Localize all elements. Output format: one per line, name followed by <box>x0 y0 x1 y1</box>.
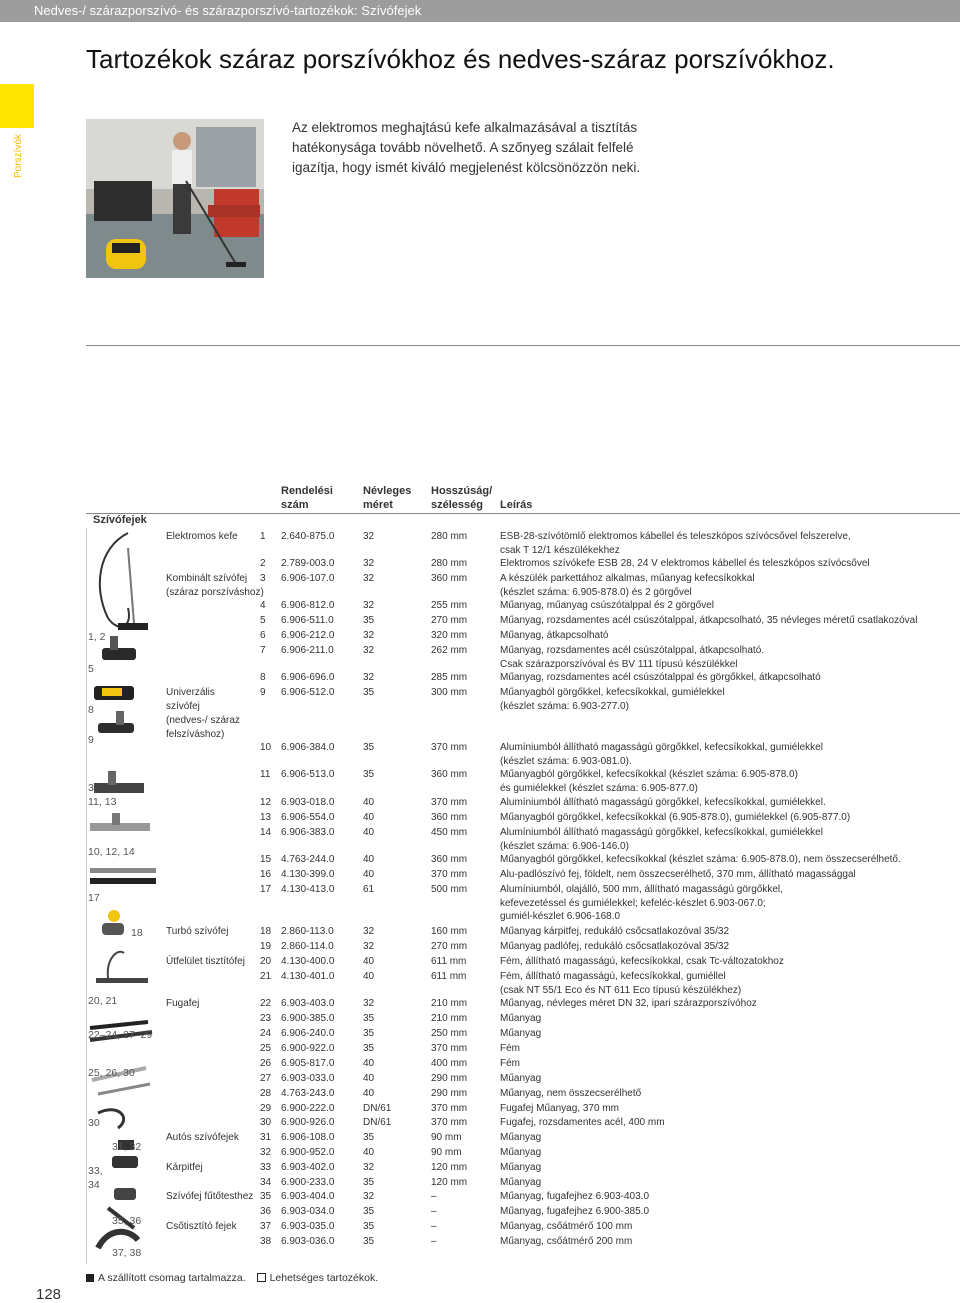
description: gumiél-készlet 6.906-168.0 <box>500 911 621 922</box>
nominal-size: 40 <box>363 827 375 838</box>
description: Műanyag, csőátmérő 200 mm <box>500 1236 633 1247</box>
image-label: 8 <box>88 704 94 716</box>
group-label: Csőtisztító fejek <box>166 1221 237 1232</box>
nominal-size: 32 <box>363 573 375 584</box>
length: 370 mm <box>431 742 468 753</box>
row-number: 21 <box>260 971 272 982</box>
group-label: Kárpitfej <box>166 1162 203 1173</box>
length: 370 mm <box>431 869 468 880</box>
nominal-size: 35 <box>363 1236 375 1247</box>
row-number: 28 <box>260 1088 272 1099</box>
length: 450 mm <box>431 827 468 838</box>
length: 360 mm <box>431 769 468 780</box>
description: csak T 12/1 készülékekhez <box>500 544 620 556</box>
row-number: 36 <box>260 1206 272 1217</box>
nominal-size: 35 <box>363 615 375 626</box>
length: 90 mm <box>431 1147 462 1158</box>
row-number: 29 <box>260 1103 272 1114</box>
length: 285 mm <box>431 672 468 683</box>
description: Műanyag kárpitfej, redukáló csőcsatlakozóval 35/32 <box>500 926 730 937</box>
description: Fém, állítható magasságú, kefecsíkokkal, csak Tc-változatokhoz <box>500 956 784 967</box>
length: 611 mm <box>431 971 467 982</box>
legend-included: A szállított csomag tartalmazza. <box>98 1272 246 1284</box>
group-label: (nedves-/ száraz <box>166 715 240 726</box>
group-label: Kombinált szívófej <box>166 573 248 584</box>
description: Műanyag, műanyag csúszótalppal és 2 görgővel <box>500 600 715 611</box>
length: – <box>431 1191 437 1202</box>
description: Műanyag, rozsdamentes acél csúszótalppal és görgőkkel, átkapcsolható <box>500 672 821 683</box>
nozzle-3-image <box>94 771 144 793</box>
nozzle-17-image <box>90 868 156 884</box>
description: Alumíniumból, olajálló, 500 mm, állítható magasságú görgőkkel, <box>500 884 783 895</box>
length: 210 mm <box>431 1013 468 1024</box>
image-label: 22–24, 27–29 <box>88 1029 153 1041</box>
description: Elektromos szívókefe ESB 28, 24 V elektromos kábellel és teleszkópos szívócsővel <box>500 558 870 569</box>
nominal-size: 35 <box>363 1132 375 1143</box>
order-number: 6.900-222.0 <box>281 1103 335 1114</box>
length: 270 mm <box>431 615 468 626</box>
group-label: Elektromos kefe <box>166 531 238 542</box>
row-number: 24 <box>260 1028 272 1039</box>
group-label: Útfelület tisztítófej <box>166 956 245 967</box>
length: – <box>431 1221 437 1232</box>
nozzle-5-image <box>102 636 136 660</box>
row-number: 38 <box>260 1236 272 1247</box>
image-label: 11, 13 <box>88 796 117 808</box>
row-number: 2 <box>260 558 266 569</box>
row-number: 33 <box>260 1162 272 1173</box>
length: 120 mm <box>431 1162 468 1173</box>
nominal-size: 32 <box>363 531 375 542</box>
nominal-size: 32 <box>363 558 375 569</box>
row-number: 27 <box>260 1073 272 1084</box>
row-number: 17 <box>260 884 272 895</box>
order-number: 2.860-113.0 <box>281 926 334 937</box>
image-label: 17 <box>88 892 100 904</box>
length: 370 mm <box>431 1043 468 1054</box>
description: (készlet száma: 6.905-878.0) és 2 görgővel <box>500 586 692 598</box>
length: 280 mm <box>431 531 468 542</box>
row-number: 30 <box>260 1117 272 1128</box>
order-number: 6.903-402.0 <box>281 1162 335 1173</box>
accent-tab <box>0 84 34 128</box>
nominal-size: 32 <box>363 998 375 1009</box>
row-number: 13 <box>260 812 272 823</box>
description: ESB-28-szívótömlő elektromos kábellel és teleszkópos szívócsővel felszerelve, <box>500 531 851 542</box>
order-number: 6.900-385.0 <box>281 1013 335 1024</box>
nominal-size: 35 <box>363 769 375 780</box>
col-header-size: Névleges méret <box>363 485 412 511</box>
nominal-size: DN/61 <box>363 1117 392 1128</box>
row-number: 3 <box>260 573 266 584</box>
description: Műanyag <box>500 1132 542 1143</box>
description: Műanyag, fugafejhez 6.903-403.0 <box>500 1191 649 1202</box>
intro-line: Az elektromos meghajtású kefe alkalmazásával a tisztítás <box>292 120 638 135</box>
section-title: Szívófejek <box>93 514 147 526</box>
row-number: 4 <box>260 600 266 611</box>
nominal-size: 35 <box>363 1028 375 1039</box>
row-number: 32 <box>260 1147 272 1158</box>
description: Műanyagból görgőkkel, kefecsíkokkal, gumiélekkel <box>500 687 725 698</box>
empty-square-icon <box>257 1273 266 1282</box>
length: 360 mm <box>431 854 468 865</box>
order-number: 6.900-233.0 <box>281 1177 335 1188</box>
nozzle-10-image <box>90 813 150 831</box>
description: Műanyagból görgőkkel, kefecsíkokkal (készlet száma: 6.905-878.0), nem összecserélhető. <box>500 854 901 865</box>
row-number: 34 <box>260 1177 272 1188</box>
col-header-length: Hosszúság/ szélesség <box>431 485 493 511</box>
order-number: 6.906-108.0 <box>281 1132 335 1143</box>
order-number: 6.900-926.0 <box>281 1117 335 1128</box>
group-label: felszíváshoz) <box>166 729 225 740</box>
nominal-size: 32 <box>363 941 375 952</box>
nominal-size: 32 <box>363 1162 375 1173</box>
order-number: 6.906-212.0 <box>281 630 335 641</box>
intro-text <box>292 118 712 178</box>
header-divider <box>86 513 960 514</box>
divider <box>86 345 960 346</box>
product-photo <box>86 119 264 278</box>
description: Fugafej Műanyag, 370 mm <box>500 1103 619 1114</box>
description: (készlet száma: 6.903-081.0). <box>500 755 632 767</box>
image-label: 35, 36 <box>112 1215 142 1227</box>
order-number: 4.130-399.0 <box>281 869 335 880</box>
nominal-size: 35 <box>363 687 375 698</box>
row-number: 16 <box>260 869 272 880</box>
length: 250 mm <box>431 1028 468 1039</box>
group-label: Turbó szívófej <box>166 926 229 937</box>
row-number: 15 <box>260 854 272 865</box>
turbo-nozzle-image <box>102 910 124 935</box>
order-number: 6.906-696.0 <box>281 672 335 683</box>
length: 370 mm <box>431 1117 468 1128</box>
nominal-size: 40 <box>363 971 375 982</box>
street-nozzle-image <box>96 952 148 983</box>
row-number: 11 <box>260 769 271 780</box>
description: Műanyag, fugafejhez 6.900-385.0 <box>500 1206 649 1217</box>
length: 90 mm <box>431 1132 462 1143</box>
breadcrumb: Nedves-/ szárazporszívó- és szárazporszívó-tartozékok: Szívófejek <box>34 3 422 18</box>
nominal-size: 61 <box>363 884 375 895</box>
image-label: 20, 21 <box>88 995 118 1007</box>
length: 611 mm <box>431 956 467 967</box>
order-number: 6.903-036.0 <box>281 1236 335 1247</box>
row-number: 35 <box>260 1191 272 1202</box>
order-number: 6.906-812.0 <box>281 600 335 611</box>
nominal-size: 32 <box>363 645 375 656</box>
row-number: 14 <box>260 827 272 838</box>
order-number: 2.640-875.0 <box>281 531 335 542</box>
top-bar <box>0 0 960 22</box>
upholstery-nozzle-image <box>112 1156 138 1200</box>
nozzle-9-image <box>98 711 134 733</box>
nominal-size: 40 <box>363 1058 375 1069</box>
electric-brush-image <box>100 533 148 630</box>
order-number: 6.906-384.0 <box>281 742 335 753</box>
order-number: 6.906-211.0 <box>281 645 334 656</box>
intro-line: igazítja, hogy ismét kiváló megjelenést kölcsönözzön neki. <box>292 160 641 175</box>
row-number: 18 <box>260 926 272 937</box>
row-number: 12 <box>260 797 272 808</box>
length: – <box>431 1236 437 1247</box>
length: 262 mm <box>431 645 468 656</box>
description: Fém, állítható magasságú, kefecsíkokkal, gumiéllel <box>500 971 726 982</box>
order-number: 4.130-400.0 <box>281 956 335 967</box>
nominal-size: 40 <box>363 812 375 823</box>
length: 120 mm <box>431 1177 468 1188</box>
length: 270 mm <box>431 941 468 952</box>
description: Műanyag, névleges méret DN 32, ipari szárazporszívóhoz <box>500 998 757 1009</box>
order-number: 6.903-033.0 <box>281 1073 335 1084</box>
description: Műanyag, nem összecserélhető <box>500 1088 642 1099</box>
order-number: 6.903-018.0 <box>281 797 335 808</box>
order-number: 6.906-554.0 <box>281 812 335 823</box>
length: 280 mm <box>431 558 468 569</box>
column-rule <box>86 528 87 1264</box>
order-number: 4.763-243.0 <box>281 1088 335 1099</box>
nominal-size: 32 <box>363 926 375 937</box>
page-title: Tartozékok száraz porszívókhoz és nedves-száraz porszívókhoz. <box>86 44 835 74</box>
description: Műanyagból görgőkkel, kefecsíkokkal (6.905-878.0), gumiélekkel (6.905-877.0) <box>500 812 851 823</box>
description: Alumíniumból állítható magasságú görgőkkel, kefecsíkokkal, gumiélekkel. <box>500 797 826 808</box>
image-label: 33, <box>88 1165 103 1177</box>
row-number: 25 <box>260 1043 272 1054</box>
filled-square-icon <box>86 1274 94 1282</box>
nominal-size: 40 <box>363 869 375 880</box>
description: Alumíniumból állítható magasságú görgőkkel, kefecsíkokkal, gumiélekkel <box>500 742 823 753</box>
length: 290 mm <box>431 1088 468 1099</box>
length: 210 mm <box>431 998 468 1009</box>
order-number: 6.900-922.0 <box>281 1043 335 1054</box>
order-number: 6.906-240.0 <box>281 1028 335 1039</box>
row-number: 10 <box>260 742 272 753</box>
length: 370 mm <box>431 1103 468 1114</box>
description: Csak szárazporszívóval és BV 111 típusú készülékkel <box>500 658 738 670</box>
row-number: 26 <box>260 1058 272 1069</box>
row-number: 9 <box>260 687 266 698</box>
row-number: 5 <box>260 615 266 626</box>
order-number: 6.905-817.0 <box>281 1058 335 1069</box>
image-label: 1, 2 <box>88 631 106 643</box>
nozzle-8-image <box>94 686 134 700</box>
row-number: 8 <box>260 672 266 683</box>
nominal-size: 40 <box>363 1147 375 1158</box>
description: Műanyag <box>500 1177 542 1188</box>
order-number: 6.906-512.0 <box>281 687 335 698</box>
pipe-nozzle-image <box>98 1232 138 1248</box>
row-number: 23 <box>260 1013 272 1024</box>
order-number: 4.130-413.0 <box>281 884 335 895</box>
description: Műanyag padlófej, redukáló csőcsatlakozóval 35/32 <box>500 941 730 952</box>
description: Műanyagból görgőkkel, kefecsíkokkal (készlet száma: 6.905-878.0) <box>500 769 798 780</box>
length: 255 mm <box>431 600 468 611</box>
description: kefevezetéssel és gumiélekkel; kefeléc-készlet 6.903-067.0; <box>500 897 766 909</box>
row-number: 6 <box>260 630 266 641</box>
footer-legend <box>86 1272 378 1284</box>
nominal-size: DN/61 <box>363 1103 392 1114</box>
image-label: 25, 26, 30 <box>88 1067 135 1079</box>
length: – <box>431 1206 437 1217</box>
order-number: 6.903-035.0 <box>281 1221 335 1232</box>
description: A készülék parkettához alkalmas, műanyag kefecsíkokkal <box>500 573 755 584</box>
image-label: 37, 38 <box>112 1247 142 1259</box>
group-label: (száraz porszíváshoz) <box>166 587 264 598</box>
order-number: 6.906-511.0 <box>281 615 334 626</box>
nominal-size: 35 <box>363 1043 375 1054</box>
description: és gumiélekkel (készlet száma: 6.905-877.0) <box>500 782 698 794</box>
order-number: 4.130-401.0 <box>281 971 335 982</box>
nominal-size: 40 <box>363 1088 375 1099</box>
description: Műanyag, csőátmérő 100 mm <box>500 1221 633 1232</box>
nominal-size: 40 <box>363 1073 375 1084</box>
group-label: Autós szívófejek <box>166 1132 239 1143</box>
nominal-size: 40 <box>363 797 375 808</box>
description: Alumíniumból állítható magasságú görgőkkel, kefecsíkokkal, gumiélekkel <box>500 827 823 838</box>
nominal-size: 35 <box>363 1206 375 1217</box>
image-label: 34 <box>88 1179 100 1191</box>
description: (készlet száma: 6.906-146.0) <box>500 840 629 852</box>
row-number: 7 <box>260 645 266 656</box>
order-number: 6.906-107.0 <box>281 573 335 584</box>
description: Műanyag <box>500 1162 542 1173</box>
length: 500 mm <box>431 884 468 895</box>
description: Műanyag, átkapcsolható <box>500 630 609 641</box>
col-header-desc: Leírás <box>500 499 533 511</box>
nominal-size: 35 <box>363 1177 375 1188</box>
description: Műanyag <box>500 1073 542 1084</box>
image-label: 9 <box>88 734 94 746</box>
description: Alu-padlószívó fej, földelt, nem összecserélhető, 370 mm, állítható magassággal <box>500 869 856 880</box>
nominal-size: 40 <box>363 956 375 967</box>
order-number: 6.900-952.0 <box>281 1147 335 1158</box>
side-label: Porszívók <box>13 134 24 178</box>
row-number: 20 <box>260 956 272 967</box>
description: Fugafej, rozsdamentes acél, 400 mm <box>500 1117 665 1128</box>
order-number: 6.903-403.0 <box>281 998 335 1009</box>
description: Műanyag, rozsdamentes acél csúszótalppal, átkapcsolható, 35 névleges méretű csatlakozóval <box>500 615 918 626</box>
order-number: 6.906-513.0 <box>281 769 335 780</box>
legend-optional: Lehetséges tartozékok. <box>269 1272 379 1284</box>
image-label: 31, 32 <box>112 1141 142 1153</box>
length: 360 mm <box>431 812 468 823</box>
group-label: Szívófej fűtőtesthez <box>166 1191 254 1202</box>
length: 300 mm <box>431 687 468 698</box>
row-number: 1 <box>260 531 266 542</box>
nominal-size: 35 <box>363 1221 375 1232</box>
row-number: 37 <box>260 1221 272 1232</box>
length: 320 mm <box>431 630 468 641</box>
row-number: 31 <box>260 1132 272 1143</box>
nominal-size: 32 <box>363 630 375 641</box>
nominal-size: 32 <box>363 600 375 611</box>
nominal-size: 32 <box>363 672 375 683</box>
length: 400 mm <box>431 1058 468 1069</box>
order-number: 2.789-003.0 <box>281 558 335 569</box>
nominal-size: 35 <box>363 1013 375 1024</box>
row-number: 19 <box>260 941 272 952</box>
length: 360 mm <box>431 573 468 584</box>
order-number: 6.906-383.0 <box>281 827 335 838</box>
group-label: Univerzális <box>166 687 215 698</box>
length: 290 mm <box>431 1073 468 1084</box>
description: Műanyag <box>500 1147 542 1158</box>
row-number: 22 <box>260 998 272 1009</box>
description: Fém <box>500 1043 520 1054</box>
intro-line: hatékonysága tovább növelhető. A szőnyeg szálait felfelé <box>292 140 634 155</box>
image-label: 30 <box>88 1117 100 1129</box>
image-label: 3, <box>88 782 97 794</box>
nominal-size: 35 <box>363 742 375 753</box>
group-label: Fugafej <box>166 998 200 1009</box>
image-label: 5 <box>88 663 94 675</box>
order-number: 4.763-244.0 <box>281 854 335 865</box>
image-label: 10, 12, 14 <box>88 846 135 858</box>
order-number: 6.903-034.0 <box>281 1206 335 1217</box>
length: 370 mm <box>431 797 468 808</box>
nominal-size: 40 <box>363 854 375 865</box>
nominal-size: 32 <box>363 1191 375 1202</box>
length: 160 mm <box>431 926 468 937</box>
description: Műanyag <box>500 1013 542 1024</box>
description: (készlet száma: 6.903-277.0) <box>500 700 629 712</box>
order-number: 2.860-114.0 <box>281 941 334 952</box>
image-label: 18 <box>131 927 143 939</box>
description: Műanyag, rozsdamentes acél csúszótalppal, átkapcsolható. <box>500 645 765 656</box>
description: (csak NT 55/1 Eco és NT 611 Eco típusú készülékhez) <box>500 984 742 996</box>
page-number: 128 <box>36 1286 62 1303</box>
group-label: szívófej <box>166 701 200 712</box>
col-header-order: Rendelési szám <box>281 485 333 511</box>
order-number: 6.903-404.0 <box>281 1191 335 1202</box>
description: Fém <box>500 1058 520 1069</box>
description: Műanyag <box>500 1028 542 1039</box>
